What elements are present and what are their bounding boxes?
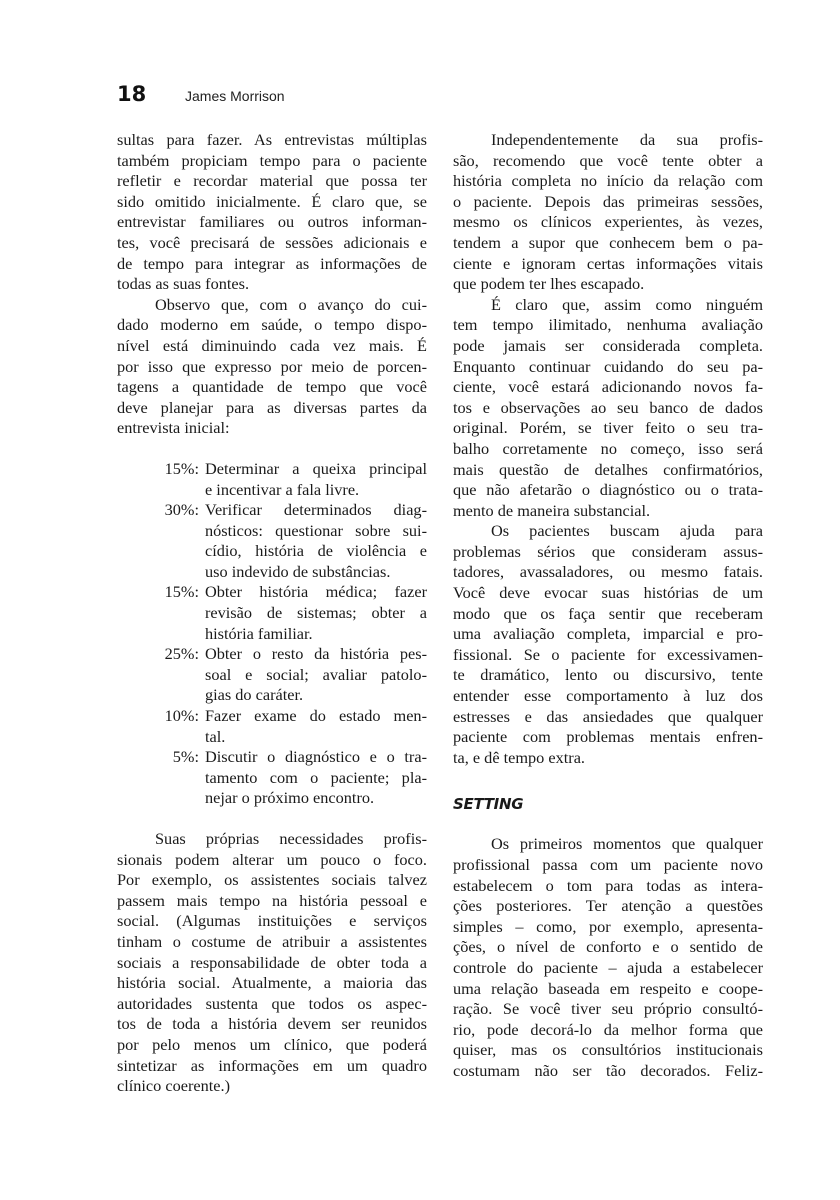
section-heading: SETTING xyxy=(453,795,524,814)
text-line: cídio, história de violência e xyxy=(205,541,427,561)
text-line: entrevistar familiares ou outros informan- xyxy=(117,212,427,232)
text-line: mento de maneira substancial. xyxy=(453,500,651,520)
text-line: nível está diminuindo cada vez mais. É xyxy=(117,335,427,355)
text-line: quiser, mas os consultórios institucionais xyxy=(453,1040,763,1060)
text-line: estresses e das ansiedades que qualquer xyxy=(453,706,763,726)
text-line: Por exemplo, os assistentes sociais talvez xyxy=(117,870,427,890)
text-line: tamento com o paciente; pla- xyxy=(205,767,427,787)
percent-label: 25%: xyxy=(164,644,199,664)
percent-label: 10%: xyxy=(164,706,199,726)
text-line: mesmo os clínicos experientes, às vezes, xyxy=(453,212,763,232)
text-line: pode jamais ser considerada completa. xyxy=(453,335,763,355)
text-line: controle do paciente – ajuda a estabelecer xyxy=(453,957,763,977)
text-line: ta, e dê tempo extra. xyxy=(453,747,585,767)
author-name: James Morrison xyxy=(185,88,285,104)
text-line: tem tempo ilimitado, nenhuma avaliação xyxy=(453,315,763,335)
text-line: soal e social; avaliar patolo- xyxy=(205,664,427,684)
list-item xyxy=(117,747,427,809)
text-line: estabelecem o tom para todas as intera- xyxy=(453,875,763,895)
text-line: de tempo para integrar as informações de xyxy=(117,253,427,273)
text-line: Obter o resto da história pes- xyxy=(205,644,427,664)
text-line: tadores, avassaladores, ou mesmo fatais. xyxy=(453,562,763,582)
text-line: passem mais tempo na história pessoal e xyxy=(117,890,427,910)
paragraph xyxy=(117,829,427,1097)
text-line: modo que os faça sentir que receberam xyxy=(453,603,763,623)
left-column xyxy=(117,130,427,1097)
percent-label: 15%: xyxy=(164,582,199,602)
text-line: também propiciam tempo para o paciente xyxy=(117,150,427,170)
text-line: são, recomendo que você tente obter a xyxy=(453,150,763,170)
text-line: Verificar determinados diag- xyxy=(205,500,427,520)
paragraph xyxy=(453,521,763,768)
text-line: tos de toda a história devem ser reunidos xyxy=(117,1014,427,1034)
paragraph xyxy=(453,834,763,1081)
text-line: original. Porém, se tiver feito o seu tra- xyxy=(453,418,763,438)
text-line: costumam não ser tão decorados. Feliz- xyxy=(453,1060,763,1080)
text-line: tes, você precisará de sessões adicionais e xyxy=(117,232,427,252)
text-line: tagens a quantidade de tempo que você xyxy=(117,377,427,397)
text-line: entrevista inicial: xyxy=(117,418,230,438)
text-line: Você deve evocar suas histórias de um xyxy=(453,583,763,603)
list-item xyxy=(117,582,427,644)
text-line: história completa no início da relação com xyxy=(453,171,763,191)
text-line: história familiar. xyxy=(205,623,313,643)
running-head xyxy=(117,82,285,112)
text-line: Determinar a queixa principal xyxy=(205,458,427,478)
text-line: Fazer exame do estado men- xyxy=(205,706,427,726)
text-line: que podem ter lhes escapado. xyxy=(453,274,645,294)
text-line: Os primeiros momentos que qualquer xyxy=(491,834,763,854)
text-line: Suas próprias necessidades profis- xyxy=(155,829,427,848)
percent-label: 5%: xyxy=(172,747,199,767)
text-line: tendem a supor que conhecem bem o pa- xyxy=(453,232,763,252)
text-line: dado moderno em saúde, o tempo dispo- xyxy=(117,315,427,335)
text-line: ração. Se você tiver seu próprio consultó- xyxy=(453,999,763,1019)
text-line: simples – como, por exemplo, apresenta- xyxy=(453,916,763,936)
percent-label: 15%: xyxy=(164,458,199,478)
text-line: ciente e ignoram certas informações vitais xyxy=(453,253,763,273)
text-line: Os pacientes buscam ajuda para xyxy=(491,521,763,541)
time-allocation-list xyxy=(117,459,427,809)
text-line: uma avaliação completa, imparcial e pro- xyxy=(453,624,763,644)
paragraph xyxy=(453,295,763,522)
text-line: Independentemente da sua profis- xyxy=(491,130,763,149)
list-item xyxy=(117,459,427,500)
text-line: história social. Atualmente, a maioria das xyxy=(117,973,427,993)
text-line: rio, pode decorá-lo da melhor forma que xyxy=(453,1019,763,1039)
right-column xyxy=(453,130,763,1082)
text-line: Discutir o diagnóstico e o tra- xyxy=(205,747,427,767)
list-item xyxy=(117,644,427,706)
text-line: nejar o próximo encontro. xyxy=(205,788,375,808)
text-line: profissional passa com um paciente novo xyxy=(453,855,763,874)
text-line: refletir e recordar material que possa ter xyxy=(117,171,427,191)
text-line: É claro que, assim como ninguém xyxy=(491,294,763,314)
text-line: balho corretamente no começo, isso será xyxy=(453,438,763,458)
text-line: o paciente. Depois das primeiras sessões, xyxy=(453,191,763,211)
text-line: sintetizar as informações em um quadro xyxy=(117,1055,427,1075)
text-line: por pelo menos um clínico, que poderá xyxy=(117,1034,427,1054)
page-number: 18 xyxy=(117,82,147,106)
percent-label: 30%: xyxy=(164,500,199,520)
text-line: ções, o nível de conforto e o sentido de xyxy=(453,937,763,957)
text-line: revisão de sistemas; obter a xyxy=(205,603,427,623)
text-line: clínico coerente.) xyxy=(117,1076,230,1096)
text-line: nósticos: questionar sobre sui- xyxy=(205,520,427,540)
text-line: paciente com problemas mentais enfren- xyxy=(453,727,763,747)
list-item xyxy=(117,706,427,747)
text-line: sultas para fazer. As entrevistas múltiplas xyxy=(117,130,427,149)
paragraph xyxy=(117,295,427,439)
text-line: ciente, você estará adicionando novos fa- xyxy=(453,377,763,397)
text-line: sociais a responsabilidade de obter toda a xyxy=(117,952,427,972)
list-item xyxy=(117,500,427,582)
text-line: autoridades sustenta que todos os aspec- xyxy=(117,993,427,1013)
text-line: ções posteriores. Ter atenção a questões xyxy=(453,896,763,916)
text-line: mais questão de detalhes confirmatórios, xyxy=(453,459,763,479)
text-line: social. (Algumas instituições e serviços xyxy=(117,911,427,931)
text-line: tos e observações ao seu banco de dados xyxy=(453,397,763,417)
text-line: por isso que expresso por meio de porcen- xyxy=(117,356,427,376)
text-line: tinham o costume de atribuir a assistentes xyxy=(117,931,427,951)
text-line: gias do caráter. xyxy=(205,685,304,705)
paragraph xyxy=(453,130,763,295)
text-line: problemas sérios que consideram assus- xyxy=(453,541,763,561)
text-line: Obter história médica; fazer xyxy=(205,582,427,602)
text-line: uma relação baseada em respeito e coope- xyxy=(453,978,763,998)
paragraph xyxy=(117,130,427,295)
text-line: uso indevido de substâncias. xyxy=(205,561,391,581)
text-line: Observo que, com o avanço do cui- xyxy=(155,294,427,314)
text-line: e incentivar a fala livre. xyxy=(205,479,360,499)
text-line: sionais podem alterar um pouco o foco. xyxy=(117,849,427,869)
text-line: entender esse comportamento à luz dos xyxy=(453,686,763,706)
text-line: todas as suas fontes. xyxy=(117,274,250,294)
text-line: tal. xyxy=(205,726,226,746)
text-line: que não afetarão o diagnóstico ou o trata- xyxy=(453,480,763,500)
text-line: te dramático, lento ou discursivo, tente xyxy=(453,665,763,685)
text-line: Enquanto continuar cuidando do seu pa- xyxy=(453,356,763,376)
text-line: deve planejar para as diversas partes da xyxy=(117,397,427,417)
text-line: fissional. Se o paciente for excessivamen- xyxy=(453,644,763,664)
text-line: sido omitido inicialmente. É claro que, se xyxy=(117,191,427,211)
